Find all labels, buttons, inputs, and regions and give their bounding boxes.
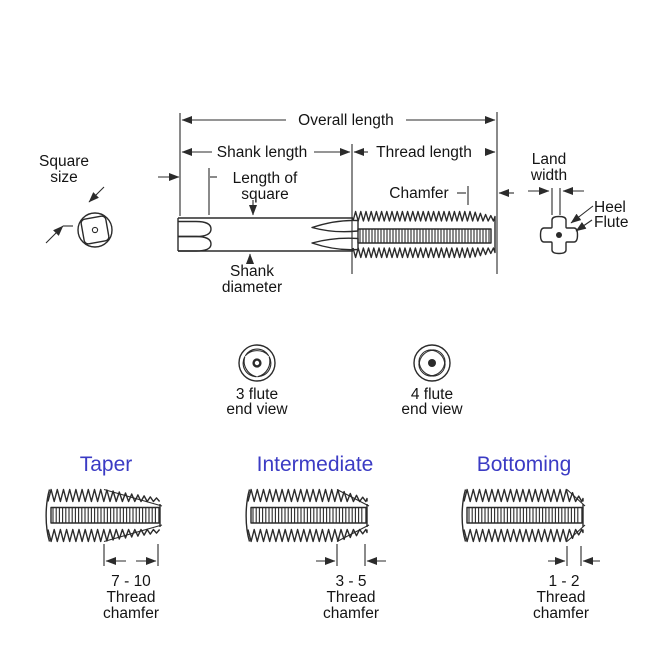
center-hole-icon (92, 227, 97, 232)
thread-core-hatch (53, 508, 155, 523)
intermediate-range: 3 - 5 (335, 573, 367, 590)
land-width-label-1: Land (531, 151, 567, 168)
chamfer-cone-top (567, 490, 585, 507)
chamfer-cone-bottom (567, 525, 585, 542)
taper-heading: Taper (79, 453, 133, 476)
land-width-label-2: width (530, 167, 568, 184)
main-tap-drawing (178, 212, 495, 258)
three-flute-caption-1: 3 flute (235, 386, 279, 403)
square-shank-outline (81, 216, 110, 245)
thread-crest-bottom (464, 530, 583, 542)
taper-caption-2: chamfer (103, 605, 159, 622)
bottoming-chamfer-dimension (548, 546, 600, 566)
square-end-circle (78, 213, 112, 247)
thread-crest-bottom (353, 248, 495, 258)
shank-length-label: Shank length (216, 144, 308, 161)
thread-core-hatch (360, 230, 489, 243)
thread-crest-top (464, 490, 583, 502)
top-view-extension-lines (63, 112, 560, 274)
thread-crest-bottom (48, 530, 160, 542)
taper-tap-drawing (46, 490, 162, 542)
length-of-square-label-2: square (241, 186, 289, 203)
square-corner-bottom (178, 237, 211, 252)
taper-caption-1: Thread (106, 589, 156, 606)
thread-length-label: Thread length (376, 144, 472, 161)
intermediate-caption-2: chamfer (323, 605, 379, 622)
top-view-labels (39, 112, 628, 296)
heel-label: Heel (594, 199, 626, 216)
length-of-square-label-1: Length of (232, 170, 298, 187)
intermediate-chamfer-dimension (316, 544, 386, 566)
chamfer-cone-top (104, 490, 162, 507)
intermediate-tap-drawing (246, 490, 369, 542)
square-size-label-2: size (50, 169, 78, 186)
bottoming-caption-2: chamfer (533, 605, 589, 622)
top-view-dimension-arrows (158, 120, 514, 263)
bottoming-heading: Bottoming (476, 453, 572, 476)
overall-length-label: Overall length (298, 112, 394, 129)
cross-center-dot (556, 232, 562, 238)
square-end-view (46, 187, 112, 247)
intermediate-heading: Intermediate (256, 453, 374, 476)
center-ring-icon (254, 360, 261, 367)
thread-crest-top (48, 490, 160, 502)
thread-core-hatch (253, 508, 362, 523)
bottoming-caption-1: Thread (536, 589, 586, 606)
center-dot-icon (428, 359, 436, 367)
four-flute-end-view (414, 345, 450, 381)
taper-range: 7 - 10 (111, 573, 151, 590)
chamfer-cone-bottom (104, 525, 162, 542)
shank-diameter-label-1: Shank (230, 263, 274, 280)
taper-chamfer-dimension (104, 544, 158, 566)
intermediate-caption-1: Thread (326, 589, 376, 606)
four-flute-caption-2: end view (401, 401, 463, 418)
three-flute-end-view (239, 345, 275, 381)
three-flute-caption-2: end view (226, 401, 288, 418)
thread-crest-top (353, 212, 495, 222)
square-size-label-1: Square (39, 153, 89, 170)
bottoming-tap-drawing (462, 490, 585, 542)
bottoming-range: 1 - 2 (548, 573, 580, 590)
flute-label: Flute (594, 214, 629, 231)
flute-runout-bottom (312, 238, 358, 250)
square-corner-top (178, 222, 211, 237)
flute-runout-top (312, 220, 358, 231)
shank-diameter-label-2: diameter (221, 279, 283, 296)
chamfer-label: Chamfer (389, 185, 449, 202)
four-flute-caption-1: 4 flute (410, 386, 454, 403)
thread-core-hatch (469, 508, 578, 523)
